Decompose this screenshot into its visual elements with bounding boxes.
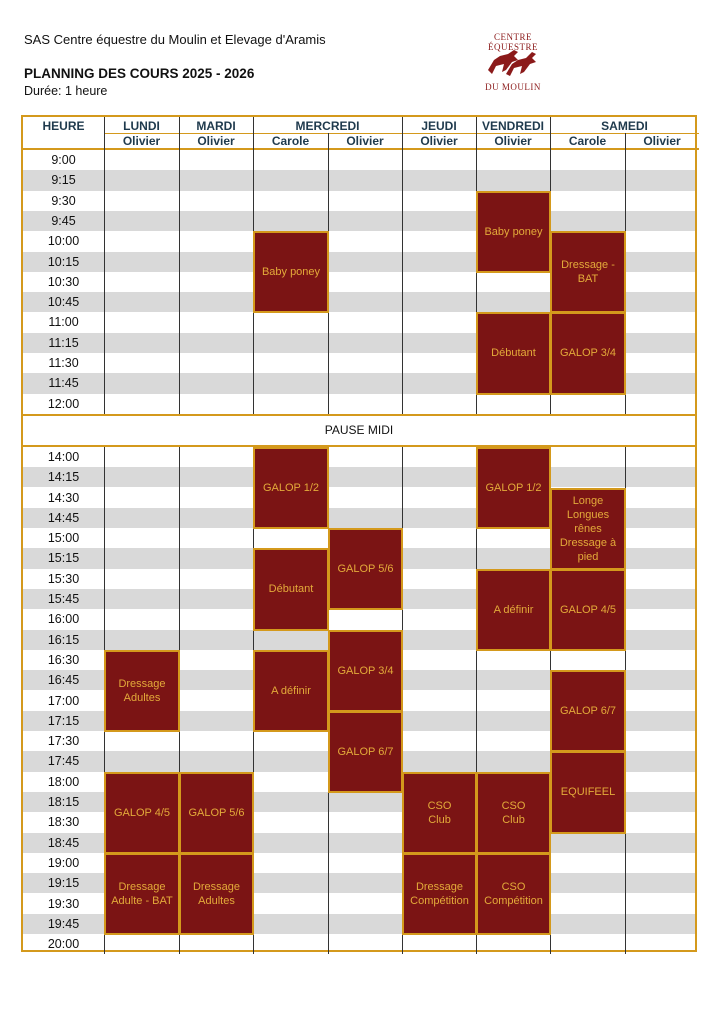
- course-block[interactable]: Dressage Compétition: [402, 853, 477, 935]
- course-block[interactable]: GALOP 5/6: [179, 772, 254, 854]
- column-divider: [402, 133, 403, 414]
- course-block[interactable]: Dressage - BAT: [550, 231, 626, 313]
- teacher-header: Olivier: [420, 134, 458, 148]
- course-block[interactable]: CSO Compétition: [476, 853, 551, 935]
- time-label: 15:00: [47, 531, 80, 546]
- time-label: 20:00: [47, 937, 80, 952]
- course-block[interactable]: CSO Club: [476, 772, 551, 854]
- header-divider: [23, 148, 699, 150]
- day-divider: [179, 117, 180, 133]
- time-label: 10:00: [47, 234, 80, 249]
- logo-text-bottom: DU MOULIN: [485, 82, 541, 92]
- time-label: 11:00: [48, 315, 79, 330]
- course-block[interactable]: Débutant: [253, 548, 329, 630]
- day-header: MERCREDI: [295, 119, 360, 133]
- time-label: 11:15: [48, 335, 79, 350]
- time-label: 18:30: [47, 815, 80, 830]
- time-label: 17:15: [47, 713, 80, 728]
- day-header: SAMEDI: [601, 119, 648, 133]
- time-label: 15:30: [47, 571, 80, 586]
- pause-midi-row: PAUSE MIDI: [23, 414, 695, 447]
- course-block[interactable]: GALOP 3/4: [328, 630, 403, 712]
- row-stripe: [23, 170, 695, 190]
- course-block[interactable]: GALOP 1/2: [253, 447, 329, 529]
- day-header: LUNDI: [123, 119, 160, 133]
- hour-header: HEURE: [42, 119, 85, 133]
- course-block[interactable]: Dressage Adultes: [104, 650, 180, 732]
- time-label: 9:00: [51, 153, 76, 167]
- course-block[interactable]: EQUIFEEL: [550, 751, 626, 833]
- teacher-header: Olivier: [197, 134, 235, 148]
- teacher-header: Olivier: [643, 134, 681, 148]
- time-label: 17:45: [47, 754, 80, 769]
- time-label: 11:45: [48, 376, 79, 391]
- course-block[interactable]: Baby poney: [476, 191, 551, 273]
- day-header: JEUDI: [421, 119, 457, 133]
- time-label: 16:00: [47, 612, 80, 627]
- time-label: 16:30: [47, 652, 80, 667]
- time-label: 9:45: [51, 213, 76, 228]
- time-label: 19:00: [47, 855, 80, 870]
- logo-text-top: CENTRE ÉQUESTRE: [488, 32, 538, 52]
- day-divider: [550, 117, 551, 133]
- course-block[interactable]: A définir: [476, 569, 551, 651]
- time-label: 18:15: [47, 795, 80, 809]
- page-title: PLANNING DES COURS 2025 - 2026: [24, 66, 255, 81]
- course-block[interactable]: Baby poney: [253, 231, 329, 313]
- day-header: MARDI: [196, 119, 236, 133]
- time-label: 9:30: [51, 193, 76, 208]
- time-label: 19:30: [47, 896, 80, 911]
- duration-label: Durée: 1 heure: [24, 84, 108, 98]
- logo: [470, 26, 556, 96]
- column-divider: [179, 133, 180, 414]
- planning-table: [21, 115, 697, 952]
- course-block[interactable]: Longe Longues rênes Dressage à pied: [550, 488, 626, 570]
- row-stripe: [23, 211, 695, 231]
- teacher-header: Carole: [271, 134, 310, 148]
- company-name: SAS Centre équestre du Moulin et Elevage d'Aramis: [24, 32, 326, 47]
- time-label: 15:45: [47, 592, 80, 606]
- time-label: 19:15: [47, 876, 80, 891]
- teacher-header: Carole: [568, 134, 607, 148]
- time-label: 17:00: [47, 693, 80, 708]
- course-block[interactable]: GALOP 3/4: [550, 312, 626, 394]
- course-block[interactable]: CSO Club: [402, 772, 477, 854]
- teacher-header: Olivier: [346, 134, 384, 148]
- time-label: 16:45: [47, 673, 80, 688]
- course-block[interactable]: A définir: [253, 650, 329, 732]
- column-divider: [104, 117, 105, 133]
- column-divider: [104, 117, 105, 414]
- course-block[interactable]: GALOP 4/5: [104, 772, 180, 854]
- day-divider: [253, 117, 254, 133]
- time-label: 18:45: [47, 835, 80, 850]
- time-label: 19:45: [47, 916, 80, 931]
- course-block[interactable]: GALOP 6/7: [550, 670, 626, 752]
- time-label: 18:00: [47, 774, 80, 789]
- time-label: 14:15: [47, 470, 80, 485]
- course-block[interactable]: Dressage Adulte - BAT: [104, 853, 180, 935]
- day-divider: [476, 117, 477, 133]
- day-header: VENDREDI: [481, 119, 544, 133]
- time-label: 9:15: [51, 173, 76, 188]
- time-label: 17:30: [47, 734, 80, 749]
- course-block[interactable]: GALOP 5/6: [328, 528, 403, 610]
- time-label: 10:45: [47, 295, 80, 310]
- course-block[interactable]: Dressage Adultes: [179, 853, 254, 935]
- time-label: 14:45: [47, 510, 80, 525]
- time-label: 10:15: [47, 254, 80, 269]
- course-block[interactable]: Débutant: [476, 312, 551, 394]
- time-label: 15:15: [47, 551, 80, 566]
- time-label: 16:15: [47, 632, 80, 647]
- time-label: 14:30: [47, 490, 80, 505]
- day-divider: [402, 117, 403, 133]
- teacher-header: Olivier: [494, 134, 532, 148]
- course-block[interactable]: GALOP 4/5: [550, 569, 626, 651]
- time-label: 10:30: [47, 274, 80, 289]
- row-stripe: [23, 467, 695, 487]
- horses-logo-icon: [484, 44, 542, 80]
- teacher-header: Olivier: [122, 134, 161, 148]
- course-block[interactable]: GALOP 1/2: [476, 447, 551, 529]
- time-label: 14:00: [47, 449, 80, 464]
- time-label: 12:00: [47, 396, 80, 411]
- course-block[interactable]: GALOP 6/7: [328, 711, 403, 793]
- time-label: 11:30: [48, 356, 79, 370]
